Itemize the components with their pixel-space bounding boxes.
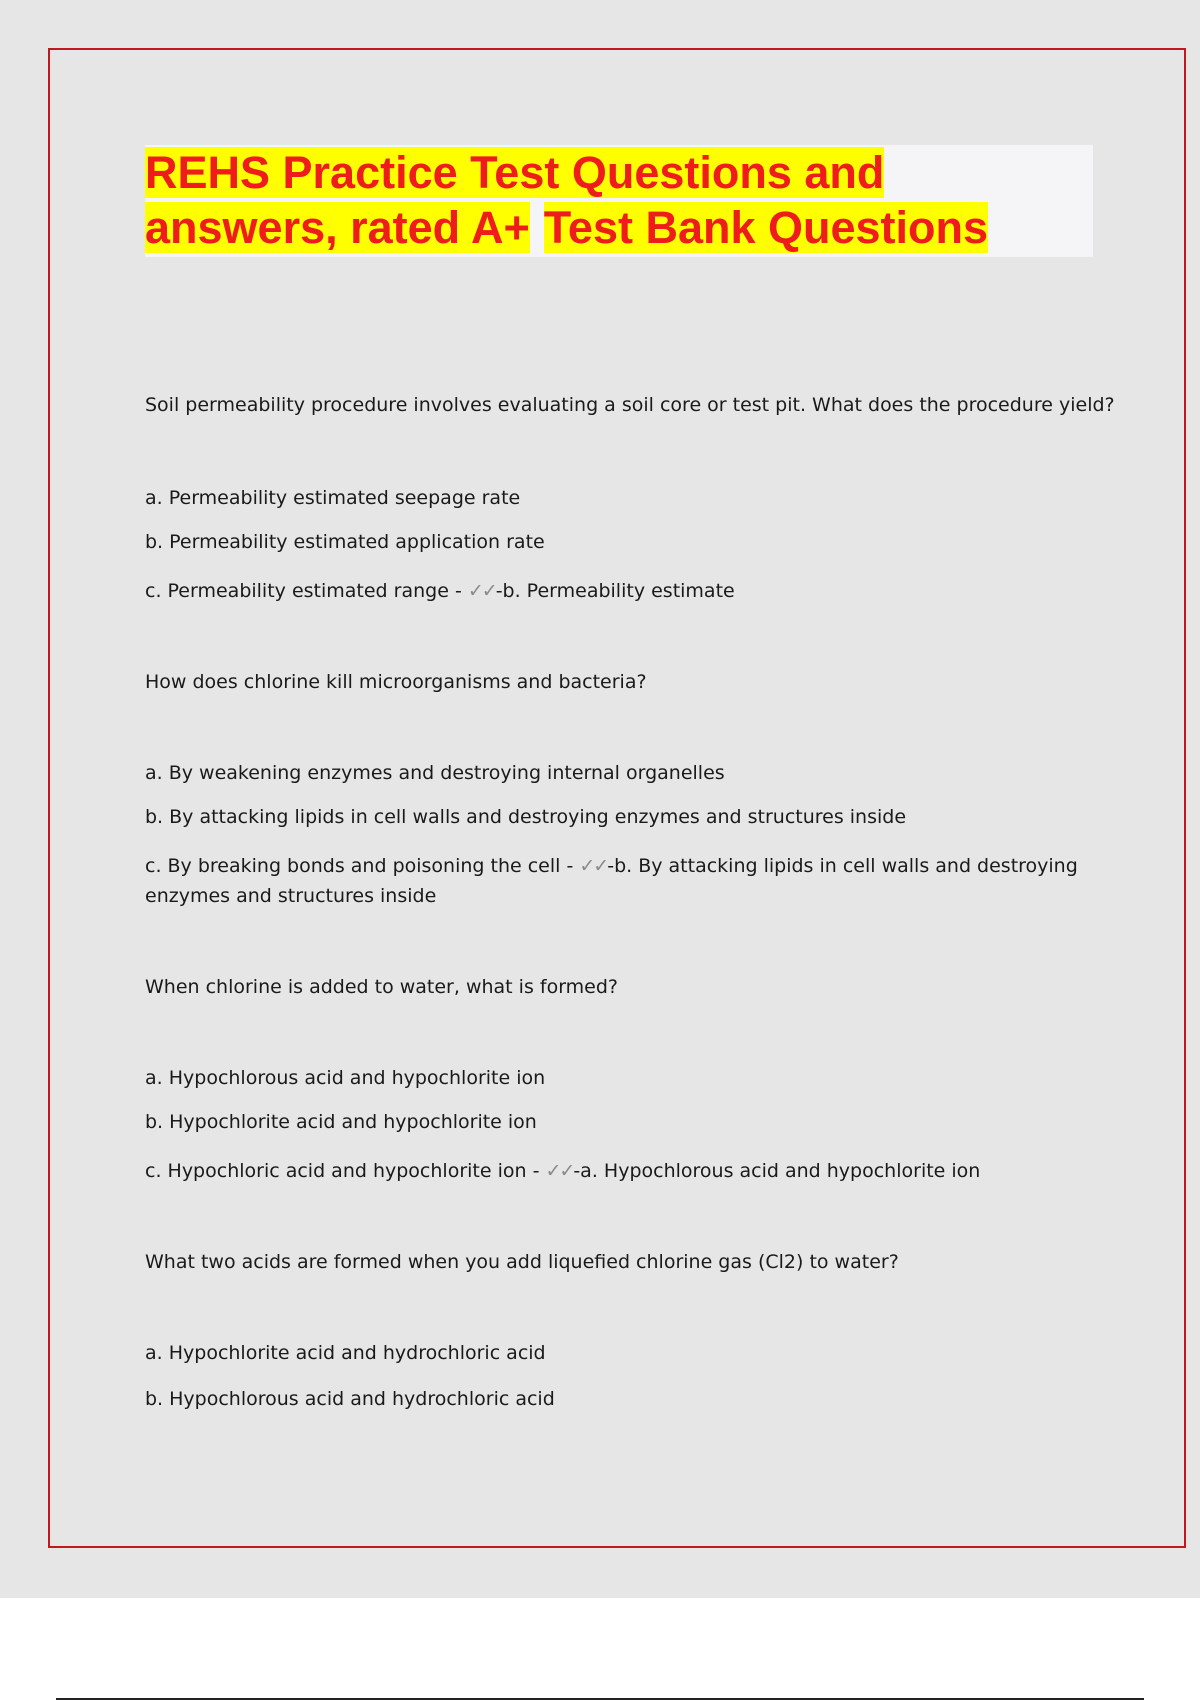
answer-option-with-key [145, 579, 735, 603]
answer-key: -a. Hypochlorous acid and hypochlorite ion [573, 1160, 981, 1182]
answer-option: c. By breaking bonds and poisoning the cell - [145, 855, 574, 877]
answer-option: c. Permeability estimated range - [145, 580, 462, 602]
answer-option: b. Hypochlorous acid and hydrochloric acid [145, 1388, 555, 1410]
double-check-icon: ✓✓ [545, 1160, 574, 1182]
question-text: Soil permeability procedure involves evaluating a soil core or test pit. What does the procedure yield? [145, 394, 1115, 416]
title-highlight-2a: answers, rated A+ [145, 202, 530, 253]
answer-key: -b. Permeability estimate [495, 580, 735, 602]
title-line-1 [145, 145, 884, 200]
answer-key-continued: enzymes and structures inside [145, 885, 437, 907]
answer-option: b. By attacking lipids in cell walls and destroying enzymes and structures inside [145, 806, 907, 828]
double-check-icon: ✓✓ [467, 580, 496, 602]
answer-option-with-key [145, 1159, 980, 1183]
question-text: What two acids are formed when you add liquefied chlorine gas (Cl2) to water? [145, 1251, 899, 1273]
answer-option-with-key [145, 854, 1078, 878]
document-title [145, 145, 1093, 257]
answer-option: a. Hypochlorous acid and hypochlorite ion [145, 1067, 546, 1089]
answer-option: c. Hypochloric acid and hypochlorite ion - [145, 1160, 540, 1182]
page-border-frame [48, 48, 1186, 1548]
title-highlight-1: REHS Practice Test Questions and [145, 147, 885, 198]
title-line-2 [145, 200, 988, 255]
answer-option: b. Hypochlorite acid and hypochlorite ion [145, 1111, 537, 1133]
answer-option: a. By weakening enzymes and destroying internal organelles [145, 762, 725, 784]
question-text: When chlorine is added to water, what is formed? [145, 976, 619, 998]
answer-option: a. Hypochlorite acid and hydrochloric acid [145, 1342, 546, 1364]
answer-option: a. Permeability estimated seepage rate [145, 487, 521, 509]
answer-key: -b. By attacking lipids in cell walls and destroying [607, 855, 1078, 877]
question-text: How does chlorine kill microorganisms and bacteria? [145, 671, 647, 693]
answer-option: b. Permeability estimated application rate [145, 531, 545, 553]
double-check-icon: ✓✓ [579, 855, 608, 877]
title-highlight-2b: Test Bank Questions [543, 202, 989, 253]
